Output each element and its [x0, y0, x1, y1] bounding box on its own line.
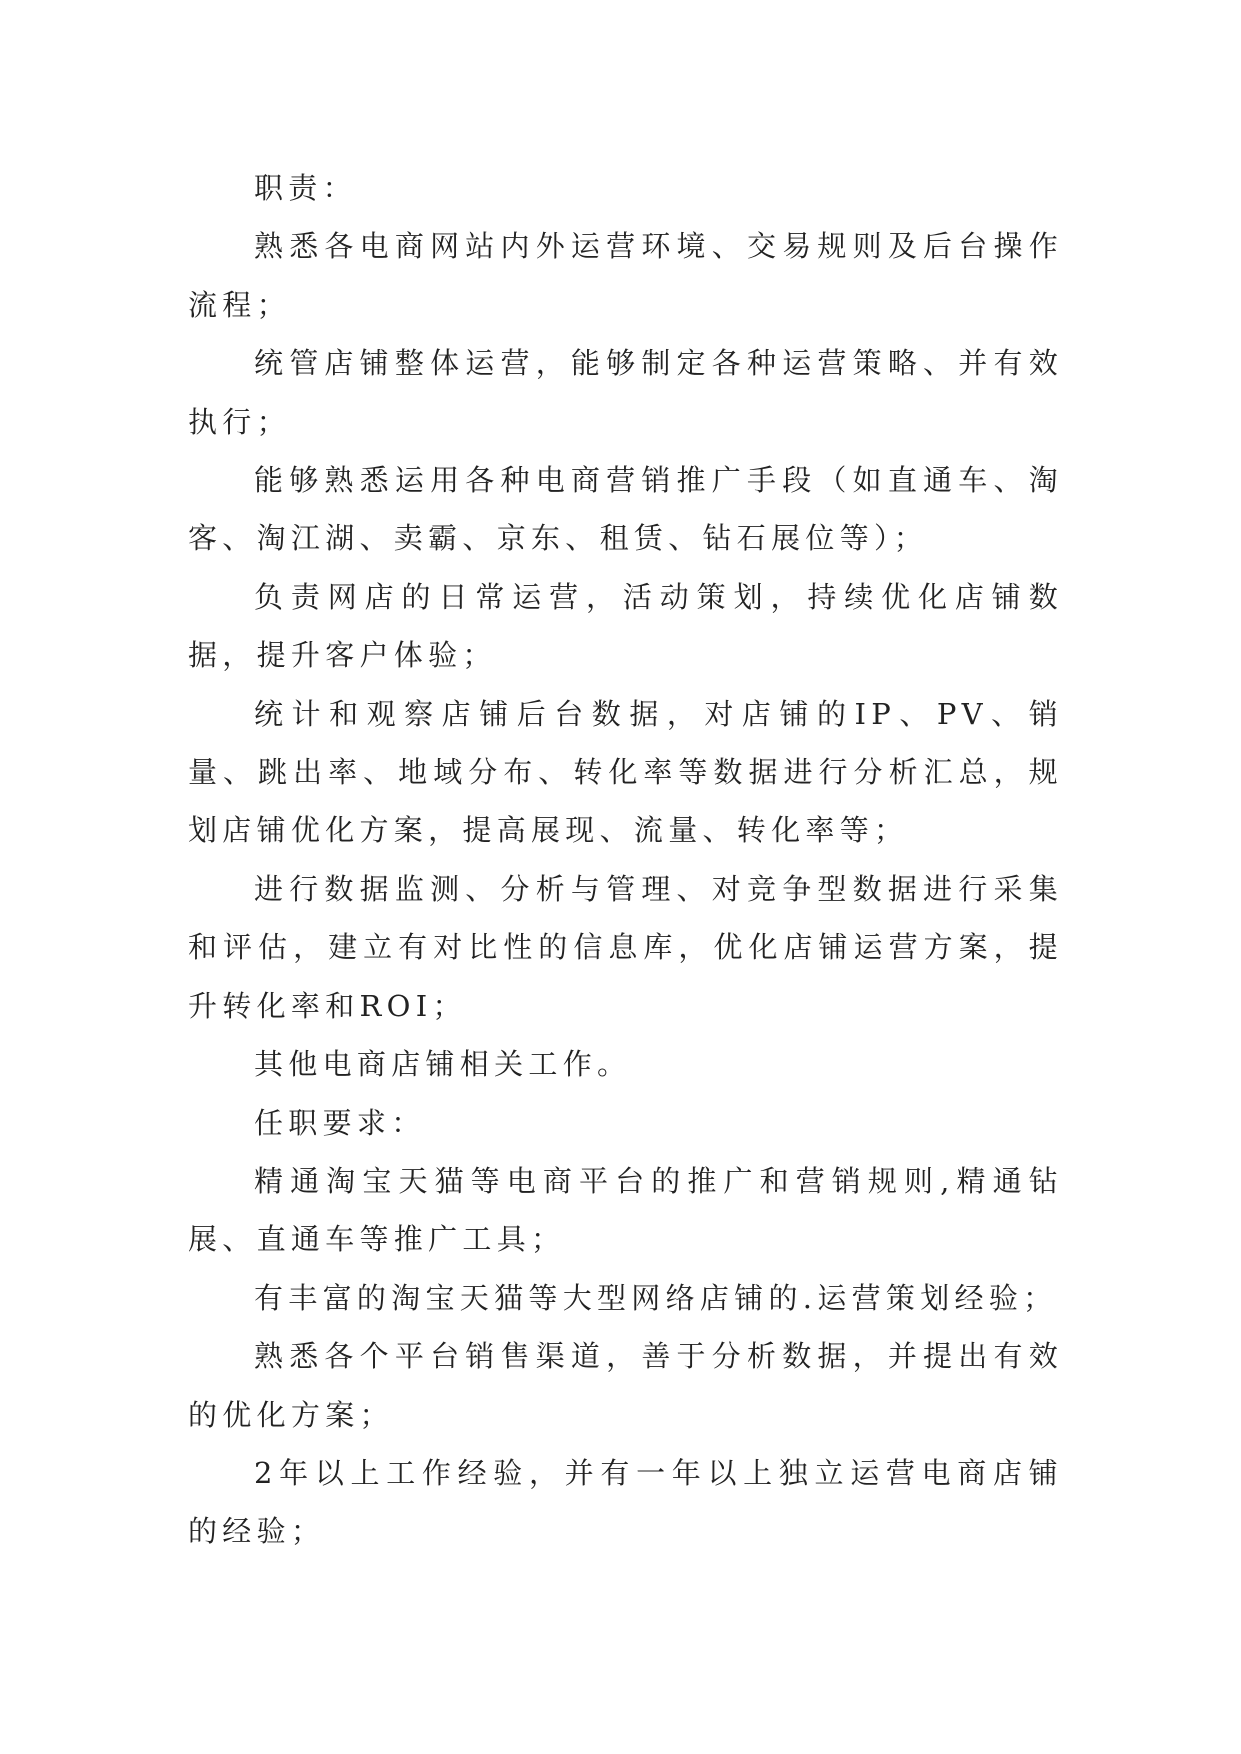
requirement-paragraph: 精通淘宝天猫等电商平台的推广和营销规则,精通钻展、直通车等推广工具；: [188, 1163, 1063, 1257]
section-heading-duties: 职责：: [254, 171, 357, 205]
duty-paragraph: 能够熟悉运用各种电商营销推广手段（如直通车、淘客、淘江湖、卖霸、京东、租赁、钻石展位等）；: [188, 463, 1063, 556]
duty-paragraph: 统计和观察店铺后台数据，对店铺的IP、PV、销量、跳出率、地域分布、转化率等数据进行分析汇总，规划店铺优化方案，提高展现、流量、转化率等；: [188, 696, 1063, 848]
duty-paragraph: 进行数据监测、分析与管理、对竞争型数据进行采集和评估，建立有对比性的信息库，优化店铺运营方案，提升转化率和ROI；: [188, 871, 1063, 1023]
requirement-paragraph: 2年以上工作经验，并有一年以上独立运营电商店铺的经验；: [188, 1455, 1063, 1549]
duty-paragraph: 负责网店的日常运营，活动策划，持续优化店铺数据，提升客户体验；: [188, 579, 1063, 673]
requirement-paragraph: 有丰富的淘宝天猫等大型网络店铺的.运营策划经验；: [254, 1280, 1058, 1315]
requirement-paragraph: 熟悉各个平台销售渠道，善于分析数据，并提出有效的优化方案；: [188, 1339, 1063, 1432]
duty-paragraph: 统管店铺整体运营，能够制定各种运营策略、并有效执行；: [188, 346, 1063, 439]
section-heading-requirements: 任职要求：: [254, 1105, 426, 1140]
document-body: [188, 159, 1063, 1561]
duty-paragraph: 熟悉各电商网站内外运营环境、交易规则及后台操作流程；: [188, 229, 1063, 322]
duty-paragraph: 其他电商店铺相关工作。: [254, 1047, 632, 1082]
